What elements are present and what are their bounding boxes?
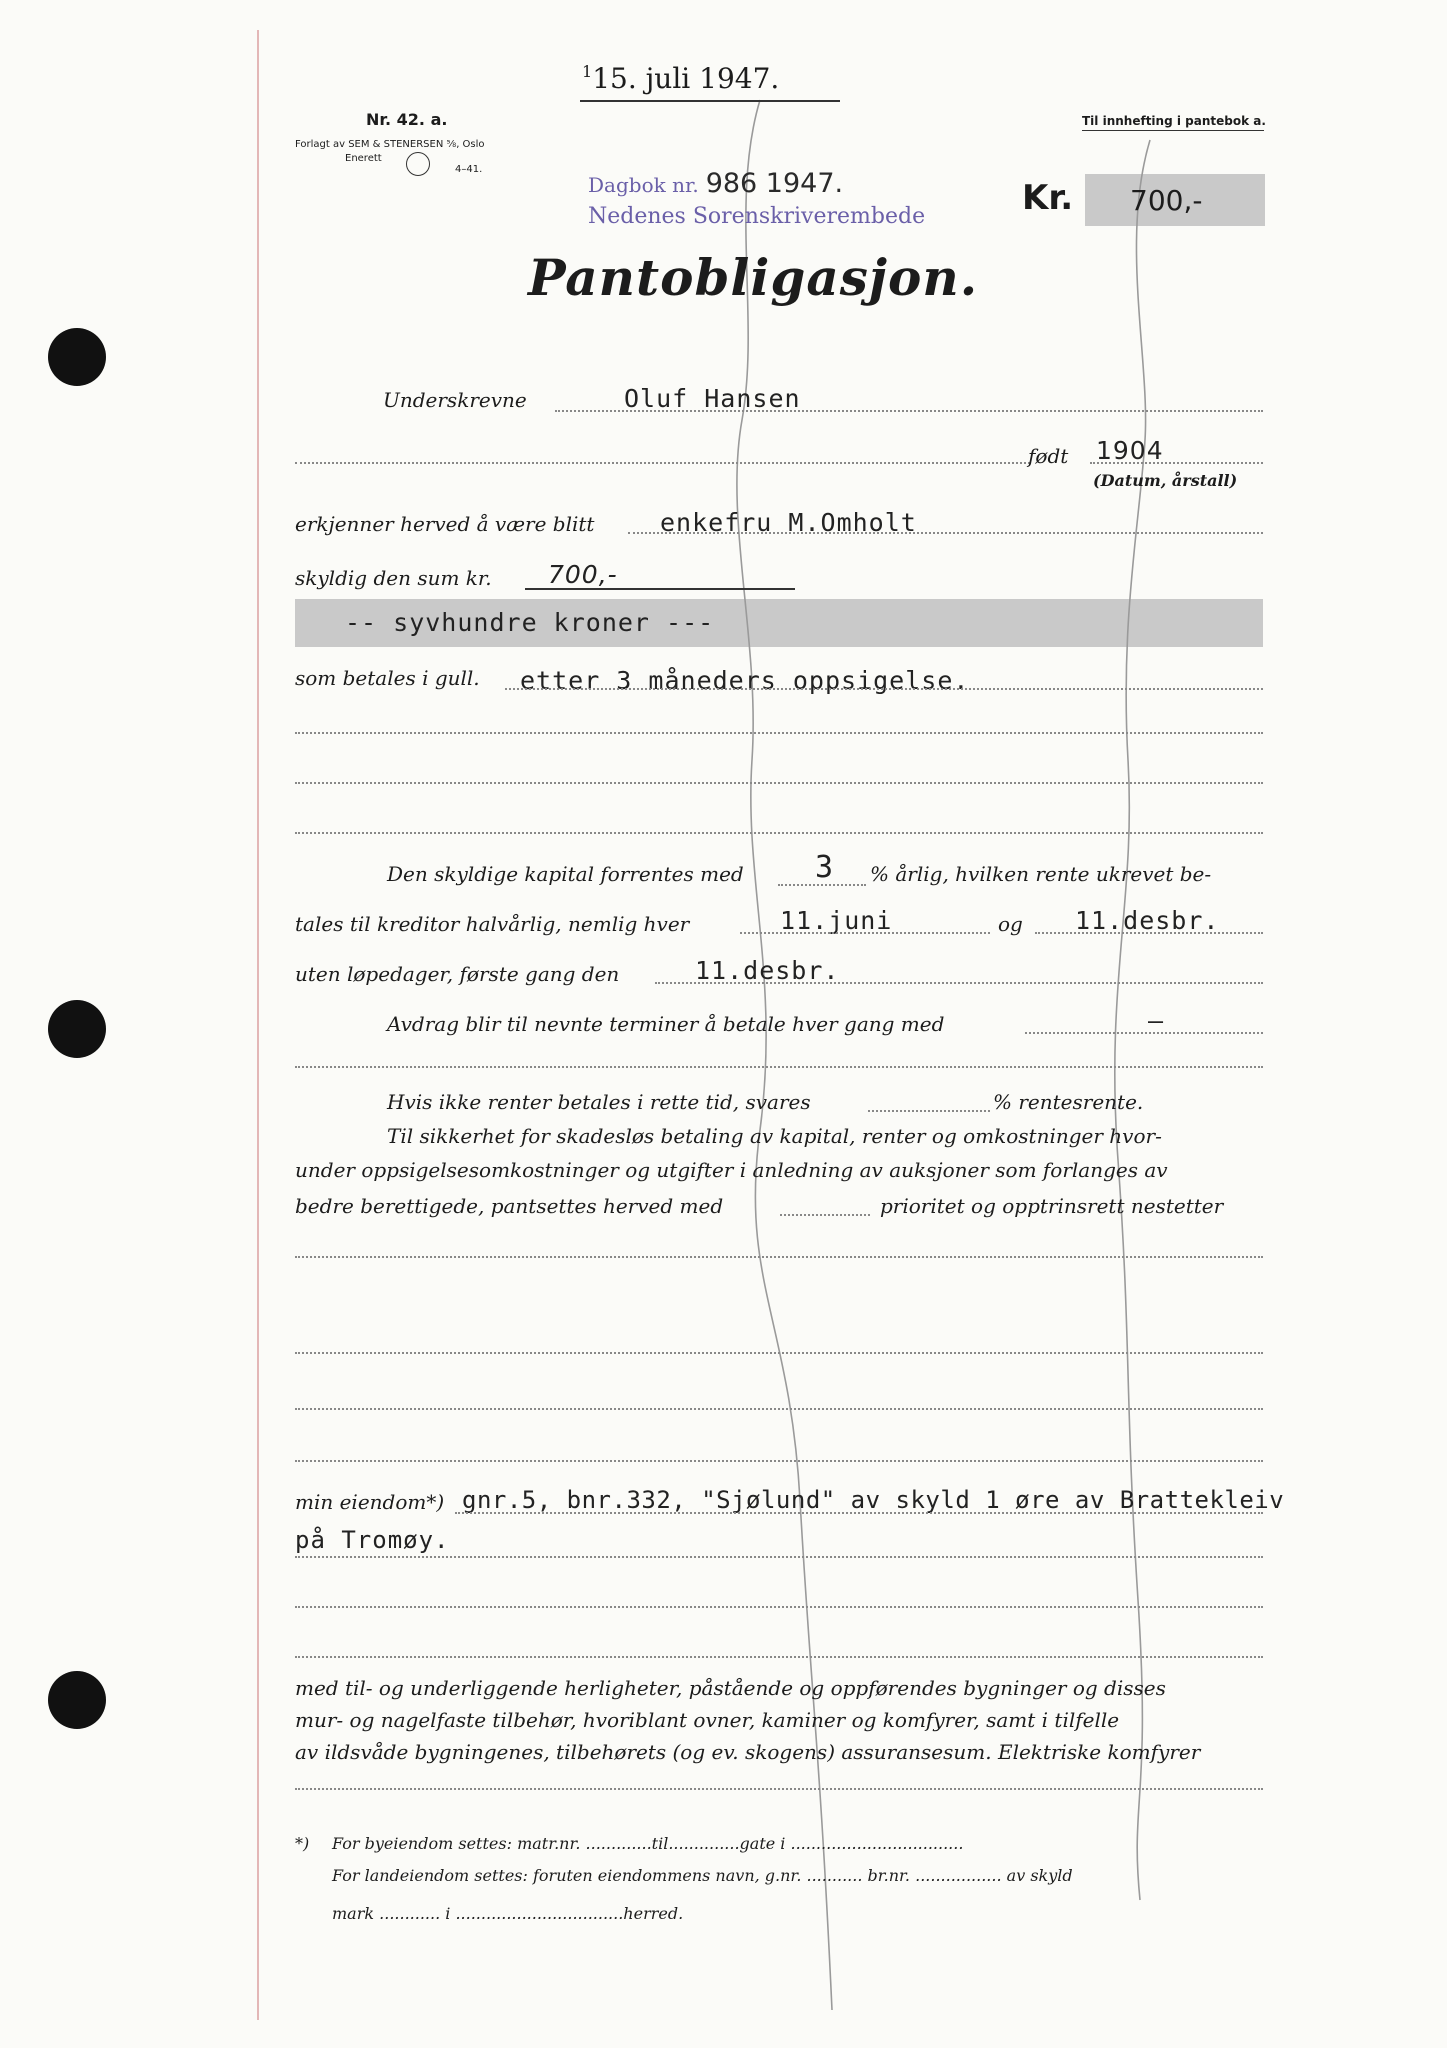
interest-line1-a: Den skyldige kapital forrentes med (387, 862, 744, 886)
closing-line-1: med til- og underliggende herligheter, påstående og oppførendes bygninger og disses (295, 1676, 1166, 1700)
sum-in-words: -- syvhundre kroner --- (345, 608, 715, 637)
footnote-line-2: For landeiendom settes: foruten eiendommens navn, g.nr. ........... br.nr. ................. av skyld (332, 1866, 1073, 1885)
field-line (455, 1512, 1263, 1514)
first-payment-date: 11.desbr. (695, 956, 840, 985)
avdrag-label: Avdrag blir til nevnte terminer å betale hver gang med (387, 1012, 945, 1036)
closing-line-3: av ildsvåde bygningenes, tilbehørets (og ev. skogens) assuransesum. Elektriske komfyrer (295, 1740, 1201, 1764)
security-line-1: Til sikkerhet for skadesløs betaling av kapital, renter og omkostninger hvor- (387, 1124, 1162, 1148)
interest-date-2: 11.desbr. (1075, 906, 1220, 935)
binding-note: Til innhefting i pantebok a. (1082, 114, 1266, 128)
avdrag-value: – (1148, 1006, 1165, 1035)
born-hint: (Datum, årstall) (1093, 471, 1238, 490)
publisher-logo (406, 152, 430, 176)
security-line-3b: prioritet og opptrinsrett nestetter (880, 1194, 1224, 1218)
footnote-line-3: mark ............ i .................................herred. (332, 1904, 684, 1923)
interest-line3-a: uten løpedager, første gang den (295, 962, 620, 986)
footnote-star: *) (295, 1834, 310, 1853)
form-number: Nr. 42. a. (366, 110, 448, 129)
renters-label-a: Hvis ikke renter betales i rette tid, svares (387, 1090, 811, 1114)
enerett-label: Enerett (345, 153, 382, 164)
creditor-value: enkefru M.Omholt (660, 508, 917, 537)
gold-value: etter 3 måneders oppsigelse. (520, 666, 970, 695)
born-label: født (1028, 444, 1069, 468)
sum-label: skyldig den sum kr. (295, 566, 492, 590)
sum-underline (525, 588, 795, 590)
office-stamp: Nedenes Sorenskriverembede (588, 204, 926, 229)
field-line (655, 982, 1263, 984)
footnote-line-1: For byeiendom settes: matr.nr. .............til..............gate i .................................. (332, 1834, 964, 1853)
field-line (295, 1788, 1263, 1790)
undersigned-value: Oluf Hansen (624, 384, 801, 413)
document-date: $^1$15. juli 1947. (582, 62, 780, 95)
property-label: min eiendom*) (295, 1490, 445, 1514)
field-line (295, 1656, 1263, 1658)
binding-note-underline (1082, 130, 1264, 131)
security-line-3a: bedre berettigede, pantsettes herved med (295, 1194, 724, 1218)
field-line (295, 1352, 1263, 1354)
field-line (780, 1214, 870, 1216)
date-underline (580, 100, 840, 102)
interest-og: og (998, 912, 1023, 936)
field-line (740, 932, 990, 934)
field-line (1090, 462, 1263, 464)
amount-label: Kr. (1022, 178, 1074, 218)
amount-value: 700,- (1130, 184, 1203, 217)
form-date: 4–41. (455, 164, 483, 175)
dagbok-stamp: Dagbok nr. 986 1947. (588, 168, 844, 199)
gold-label: som betales i gull. (295, 666, 480, 690)
field-line (628, 532, 1263, 534)
field-line (1025, 1032, 1263, 1034)
undersigned-label: Underskrevne (383, 388, 527, 412)
interest-line1-b: % årlig, hvilken rente ukrevet be- (870, 862, 1212, 886)
security-line-2: under oppsigelsesomkostninger og utgifter i anledning av auksjoner som forlanges av (295, 1158, 1168, 1182)
field-line (295, 1066, 1263, 1068)
field-line (295, 1408, 1263, 1410)
property-value-1: gnr.5, bnr.332, "Sjølund" av skyld 1 øre av Brattekleiv (462, 1486, 1285, 1514)
field-line (505, 688, 1263, 690)
field-line (1035, 932, 1263, 934)
acknowledge-label: erkjenner herved å være blitt (295, 512, 595, 536)
born-value: 1904 (1096, 436, 1164, 465)
field-line (295, 462, 1030, 464)
publisher-line: Forlagt av SEM & STENERSEN ⅝, Oslo (295, 139, 485, 150)
sum-value: 700,- (548, 560, 618, 589)
interest-rate: 3 (815, 850, 835, 885)
field-line (868, 1110, 990, 1112)
field-line (295, 782, 1263, 784)
field-line (295, 1460, 1263, 1462)
field-line (295, 732, 1263, 734)
closing-line-2: mur- og nagelfaste tilbehør, hvoriblant ovner, kaminer og komfyrer, samt i tilfelle (295, 1708, 1120, 1732)
interest-line2-a: tales til kreditor halvårlig, nemlig hver (295, 912, 690, 936)
field-line (295, 832, 1263, 834)
page-title: Pantobligasjon. (528, 248, 979, 307)
property-value-2: på Tromøy. (295, 1526, 450, 1554)
field-line (295, 1256, 1263, 1258)
field-line (295, 1556, 1263, 1558)
field-line (778, 884, 866, 886)
renters-label-b: % rentesrente. (993, 1090, 1144, 1114)
field-line (295, 1606, 1263, 1608)
interest-date-1: 11.juni (780, 906, 893, 935)
